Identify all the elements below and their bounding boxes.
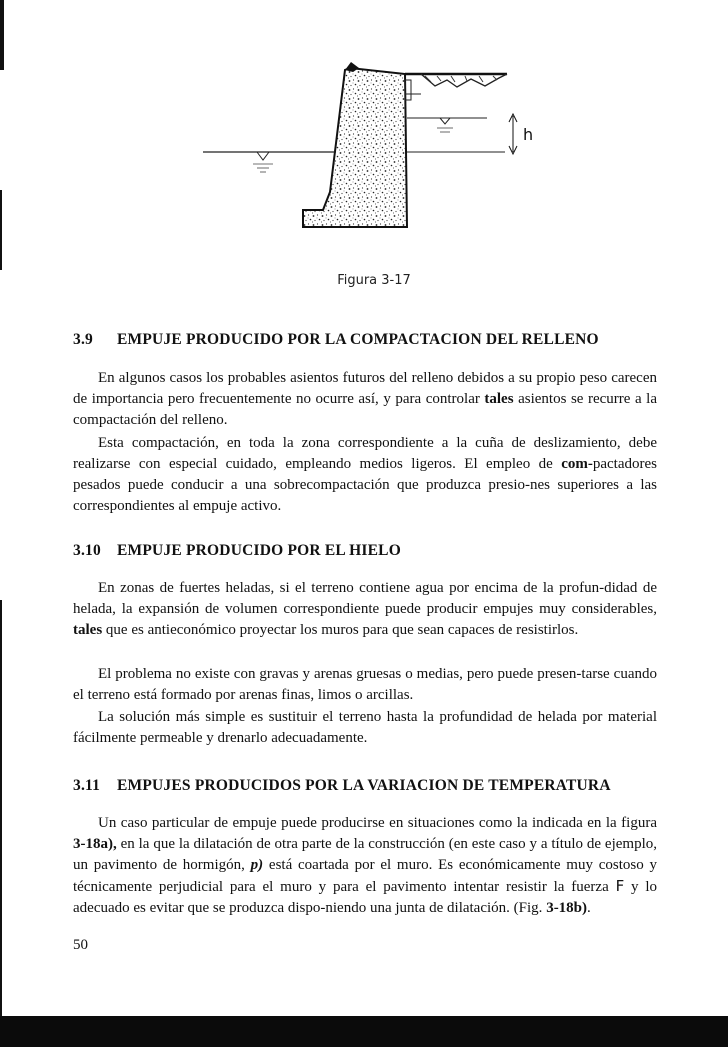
section-number: 3.10 (73, 542, 101, 559)
figure-reference: 3-18a), (73, 836, 117, 852)
retaining-wall-figure (195, 52, 540, 267)
paragraph-text: en la que la dilatación de otra parte de la construcción (en este caso y a título de ejemplo, un pavimento de hormigón, (73, 836, 657, 873)
bold-word: tales (73, 622, 103, 638)
bold-word: tales (484, 391, 514, 407)
upper-water-symbol (440, 118, 450, 124)
section-title: EMPUJES PRODUCIDOS POR LA VARIACION DE TEMPERATURA (117, 777, 611, 794)
paragraph (73, 707, 657, 749)
paragraph (73, 664, 657, 706)
scan-edge-mark (0, 0, 4, 70)
figure-caption: Figura 3-17 (337, 273, 411, 288)
paragraph-text: está coartada por el muro. Es económicamente muy costoso y técnicamente perjudicial para el muro y para el pavimento intentar resistir la fuerza (73, 857, 657, 895)
paragraph (73, 578, 657, 641)
paragraph-text: que es antieconómico proyectar los muros para que sean capaces de resistirlos. (102, 622, 579, 638)
paragraph-text: En zonas de fuertes heladas, si el terreno contiene agua por encima de la profun-didad de helada, la expansión de volumen correspondiente puede producir empujes muy considerables, (73, 580, 657, 617)
wall-body (303, 68, 407, 227)
h-label: h (523, 125, 534, 144)
variable-p: p) (250, 857, 264, 873)
paragraph-text: pactadores pesados puede conducir a una sobrecompactación que produzca presio-nes superiores a las correspondientes al empuje activo. (73, 456, 657, 514)
section-number: 3.11 (73, 777, 101, 794)
paragraph-text: asientos se recurre a la compactación del relleno. (73, 391, 657, 428)
paragraph-text: Esta compactación, en toda la zona correspondiente a la cuña de deslizamiento, debe realizarse con especial cuidado, empleando medios ligeros. El empleo de (73, 435, 657, 472)
bold-word: com- (561, 456, 593, 472)
variable-f: F (615, 877, 625, 895)
section-heading (73, 542, 401, 560)
page-number: 50 (73, 937, 88, 953)
scan-edge-mark (0, 190, 2, 270)
paragraph (73, 433, 657, 517)
section-number: 3.9 (73, 331, 93, 348)
paragraph-text: Un caso particular de empuje puede producirse en situaciones como la indicada en la figura (98, 815, 657, 831)
section-heading (73, 331, 599, 349)
scan-edge-left (0, 0, 6, 1047)
section-heading (73, 777, 611, 795)
paragraph-text: y lo adecuado es evitar que se produzca dispo-niendo una junta de dilatación. (Fig. (73, 879, 658, 916)
front-water-symbol (257, 152, 269, 160)
section-title: EMPUJE PRODUCIDO POR LA COMPACTACION DEL RELLENO (117, 331, 599, 348)
paragraph-text: . (587, 900, 591, 916)
section-title: EMPUJE PRODUCIDO POR EL HIELO (117, 542, 401, 559)
backfill-hatch (425, 76, 497, 82)
paragraph-text: En algunos casos los probables asientos futuros del relleno debidos a su propio peso carecen de importancia pero frecuentemente no ocurre así, y para controlar (73, 370, 657, 407)
figure-reference: 3-18b) (546, 900, 588, 916)
scan-bottom-bar (0, 1016, 728, 1047)
paragraph (73, 368, 657, 431)
paragraph-text: El problema no existe con gravas y arenas gruesas o medias, pero puede presen-tarse cuando el terreno está formado por arenas finas, limos o arcillas. (73, 666, 657, 703)
paragraph (73, 813, 657, 919)
scan-edge-mark (0, 600, 2, 1020)
paragraph-text: La solución más simple es sustituir el terreno hasta la profundidad de helada por material fácilmente permeable y drenarlo adecuadamente. (73, 709, 657, 746)
backfill-slab (421, 74, 507, 87)
